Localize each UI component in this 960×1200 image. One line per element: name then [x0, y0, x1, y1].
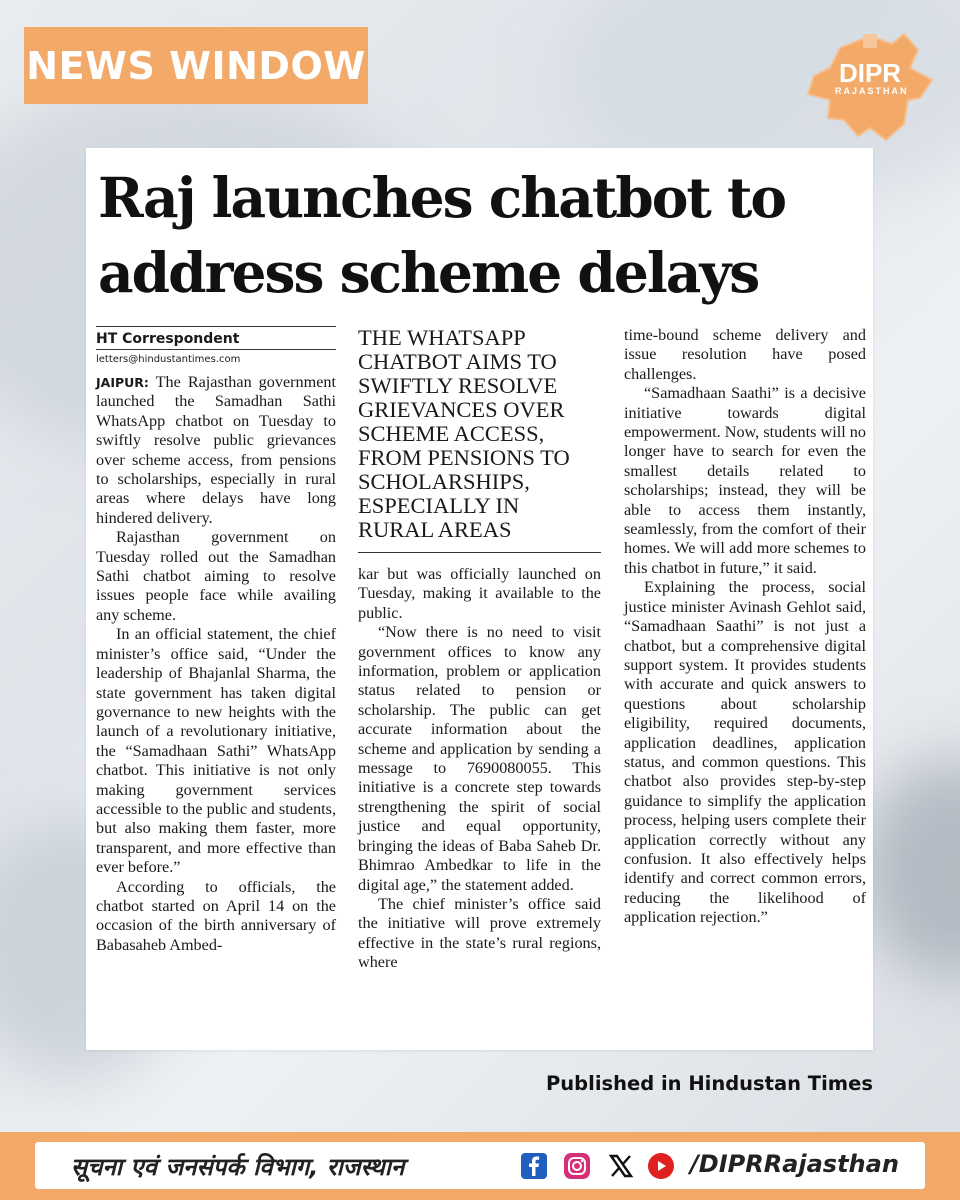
instagram-icon[interactable] — [563, 1152, 591, 1180]
paragraph: time-bound scheme delivery and issue resolution have posed challenges. — [624, 326, 866, 383]
department-name: सूचना एवं जनसंपर्क विभाग, राजस्थान — [71, 1153, 405, 1181]
footer-panel — [35, 1142, 925, 1189]
paragraph: kar but was officially launched on Tuesday, making it available to the public. — [358, 565, 601, 622]
paragraph: JAIPUR: The Rajasthan government launched the Samadhan Sathi WhatsApp chatbot on Tuesday to swiftly resolve public grievances over scheme access, from pensions to scholarships, especially in rural areas where delays have long hindered delivery. — [96, 373, 336, 527]
paragraph: Rajasthan government on Tuesday rolled out the Samadhan Sathi chatbot aiming to resolve issues people face while availing any scheme. — [96, 528, 336, 624]
youtube-icon[interactable] — [647, 1152, 675, 1180]
newspaper-clipping — [86, 148, 873, 1050]
logo-subtext: RAJASTHAN — [835, 86, 909, 96]
footer-bar — [0, 1132, 960, 1200]
headline: Raj launches chatbot to address scheme delays — [98, 165, 786, 305]
divider — [96, 326, 336, 327]
logo-text: DIPR — [838, 58, 902, 88]
x-icon[interactable] — [607, 1152, 635, 1180]
facebook-icon[interactable] — [520, 1152, 548, 1180]
news-window-tag: NEWS WINDOW — [24, 27, 368, 104]
byline: HT Correspondent — [96, 331, 240, 347]
article-column-1 — [96, 326, 336, 955]
paragraph: “Now there is no need to visit government offices to know any information, problem or application status related to pension or scholarship. The public can get accurate information about the scheme and application by sending a message to 7690080055. This initiative is a concrete step towards strengthening the spirit of social justice and equal opportunity, bringing the ideas of Baba Saheb Dr. Bhimrao Ambedkar to life in the digital age,” the statement added. — [358, 623, 601, 894]
paragraph: Explaining the process, social justice minister Avinash Gehlot said, “Samadhaan Saathi” is not just a chatbot, but a comprehensive digital support system. It provides students with accurate and quick answers to questions about scholarship eligibility, required documents, application deadlines, application status, and common questions. This chatbot also provides step-by-step guidance to simplify the application process, helping users complete their application correctly without any confusion. It also effectively helps identify and correct common errors, reducing the likelihood of application rejection.” — [624, 578, 866, 927]
paragraph: According to officials, the chatbot started on April 14 on the occasion of the birth anniversary of Babasaheb Ambed- — [96, 877, 336, 954]
dateline: JAIPUR: — [96, 375, 149, 390]
article-column-3 — [624, 326, 866, 928]
byline-email: letters@hindustantimes.com — [96, 349, 336, 367]
paragraph: In an official statement, the chief minister’s office said, “Under the leadership of Bhajanlal Sharma, the state government has taken digital governance to new heights with the launch of a revolutionary initiative, the “Samadhaan Sathi” WhatsApp chatbot. This initiative is not only making government services accessible to the public and students, but also making them faster, more transparent, and more effective than ever before.” — [96, 625, 336, 877]
paragraph: “Samadhaan Saathi” is a decisive initiative towards digital empowerment. Now, students will no longer have to search for even the smallest details related to scholarships; instead, they will be able to access them instantly, seamlessly, from the comfort of their homes. We will add more schemes to this chatbot in future,” it said. — [624, 384, 866, 577]
article-column-2 — [358, 326, 601, 973]
paragraph: The chief minister’s office said the initiative will prove extremely effective in the state’s rural regions, where — [358, 894, 601, 972]
pull-quote: THE WHATSAPP CHATBOT AIMS TO SWIFTLY RESOLVE GRIEVANCES OVER SCHEME ACCESS, FROM PENSIONS TO SCHOLARSHIPS, ESPECIALLY IN RURAL AREAS — [358, 326, 601, 553]
published-credit: Published in Hindustan Times — [546, 1072, 873, 1095]
social-handle[interactable]: /DIPRRajasthan — [690, 1150, 899, 1178]
background-blur — [860, 760, 960, 980]
